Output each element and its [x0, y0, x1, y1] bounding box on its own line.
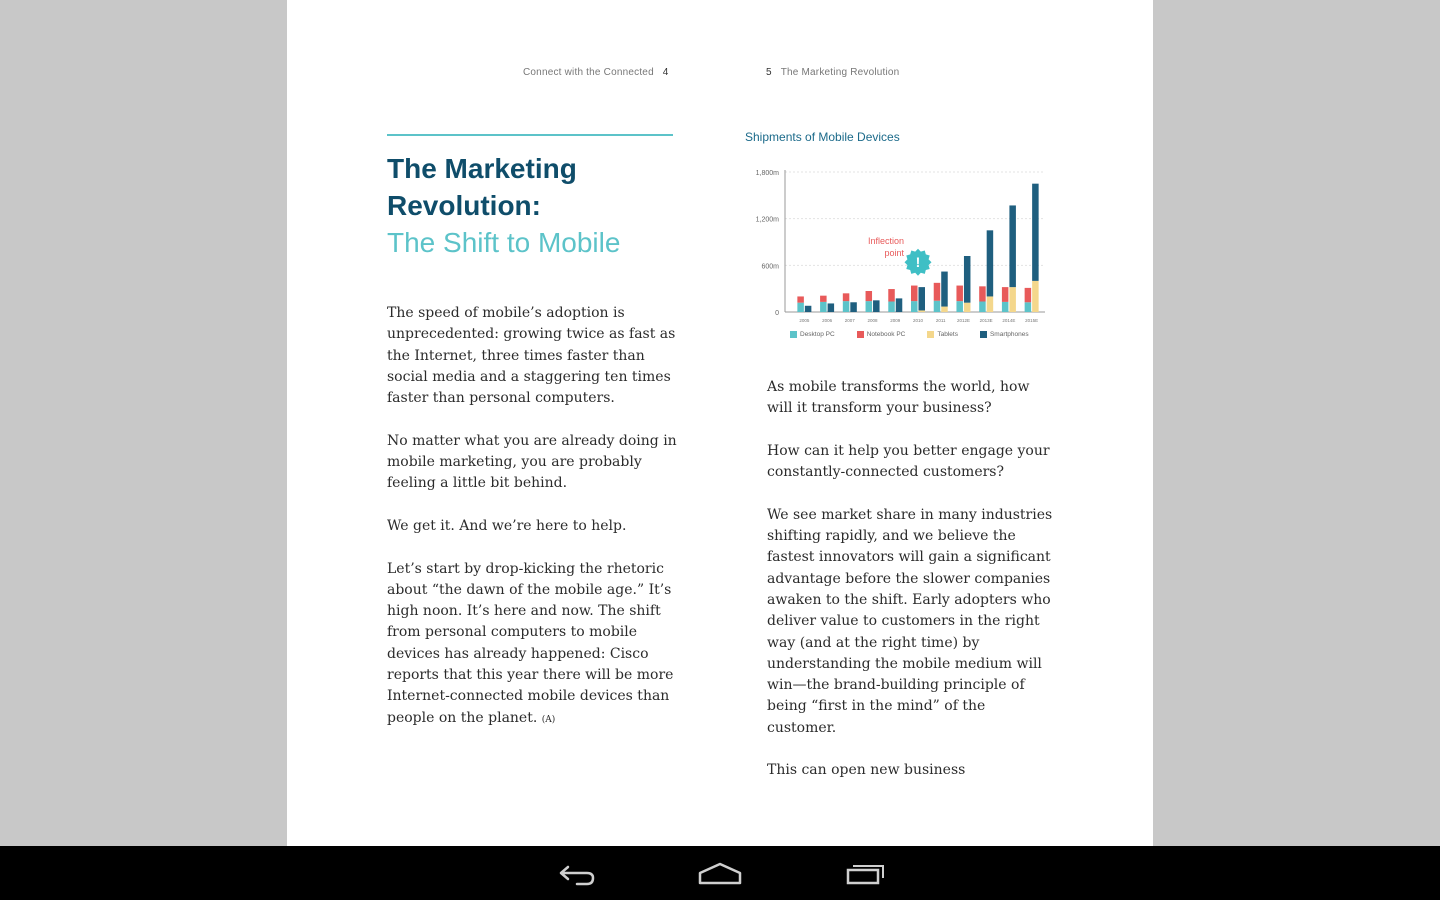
system-navigation-bar [0, 846, 1440, 900]
back-button[interactable] [551, 856, 601, 890]
bar-smartphones [919, 287, 926, 310]
bar-notebook-pc [911, 286, 918, 302]
legend-label: Notebook PC [866, 331, 906, 338]
back-arrow-icon [551, 856, 601, 890]
page-number-right: 5 [766, 67, 772, 78]
paragraph: How can it help you better engage your constantly-connected customers? [767, 442, 1050, 481]
home-button[interactable] [695, 856, 745, 890]
bar-desktop-pc [888, 302, 895, 313]
legend-swatch [927, 331, 934, 338]
chart-title: Shipments of Mobile Devices [745, 130, 900, 144]
paragraph-with-footnote [387, 559, 677, 731]
legend-item [857, 331, 906, 338]
paragraph: The speed of mobile’s adoption is unprecedented: growing twice as fast as the Internet, three times faster than social media and a staggering ten times faster than personal computers. [387, 305, 676, 407]
headline-subtitle: The Shift to Mobile [387, 227, 621, 258]
bar-notebook-pc [888, 289, 895, 301]
bar-desktop-pc [797, 303, 804, 312]
legend-swatch [980, 331, 987, 338]
running-header-left [523, 67, 669, 78]
x-tick-label: 2009 [890, 318, 901, 323]
headline-rule [387, 134, 673, 136]
bar-tablets [919, 310, 926, 312]
paragraph: We see market share in many industries shifting rapidly, and we believe the fastest innovators will gain a significant advantage before the slower companies awaken to the shift. Early adopters who deliver value to customers in the right way (and at the right time) by understanding the mobile medium will win—the brand-building principle of being “first in the mind” of the customer. [767, 506, 1053, 736]
running-header-left-title: Connect with the Connected [523, 67, 654, 78]
x-tick-label: 2013E [979, 318, 993, 323]
bar-smartphones [873, 300, 880, 312]
bar-smartphones [828, 303, 835, 312]
page-number-left: 4 [662, 67, 669, 78]
recent-apps-button[interactable] [840, 856, 890, 890]
x-tick-label: 2006 [822, 318, 833, 323]
x-tick-label: 2008 [867, 318, 878, 323]
bar-notebook-pc [797, 296, 804, 302]
home-icon [695, 856, 745, 890]
annotation-text: Inflection [867, 236, 904, 247]
running-header-right-title: The Marketing Revolution [780, 67, 900, 78]
bar-desktop-pc [911, 301, 918, 312]
bar-notebook-pc [820, 296, 827, 302]
recent-apps-icon [840, 856, 890, 890]
x-tick-label: 2010 [912, 318, 924, 323]
legend-swatch [790, 331, 797, 338]
legend-label: Desktop PC [800, 331, 835, 338]
legend-swatch [857, 331, 864, 338]
bar-smartphones [941, 272, 948, 307]
bar-tablets [1009, 287, 1016, 312]
y-tick-label: 1,800m [755, 170, 779, 177]
inflection-mark: ! [915, 254, 921, 271]
shipments-chart [745, 158, 1055, 348]
bar-tablets [987, 296, 994, 312]
chart-legend [790, 331, 1029, 338]
legend-item [980, 331, 1029, 338]
bar-notebook-pc [934, 283, 941, 301]
legend-item [790, 331, 835, 338]
headline-line-1: The Marketing [387, 153, 577, 184]
running-header-right [766, 67, 899, 78]
right-body-column [767, 377, 1057, 803]
left-body-column [387, 303, 677, 752]
ebook-page-spread [287, 0, 1153, 846]
x-tick-label: 2012E [956, 318, 970, 323]
bar-desktop-pc [1002, 302, 1009, 312]
y-tick-label: 0 [775, 310, 779, 317]
paragraph: We get it. And we’re here to help. [387, 517, 627, 534]
x-tick-label: 2015E [1025, 318, 1039, 323]
bar-desktop-pc [979, 302, 986, 313]
headline-line-2: Revolution: [387, 190, 541, 221]
paragraph: No matter what you are already doing in mobile marketing, you are probably feeling a little bit behind. [387, 432, 677, 492]
legend-label: Smartphones [989, 331, 1029, 338]
x-tick-label: 2005 [799, 318, 810, 323]
bar-desktop-pc [1025, 302, 1032, 312]
footnote-reference[interactable]: (A) [541, 714, 556, 725]
y-tick-label: 600m [761, 263, 779, 271]
annotation-text: point [884, 248, 904, 259]
bar-smartphones [964, 256, 971, 303]
x-tick-label: 2007 [844, 318, 855, 323]
bar-tablets [964, 303, 971, 312]
bar-desktop-pc [934, 301, 941, 312]
bar-smartphones [805, 306, 812, 312]
bar-desktop-pc [866, 301, 873, 312]
bar-tablets [1032, 281, 1039, 312]
legend-item [927, 331, 958, 338]
bar-smartphones [896, 298, 903, 312]
bar-smartphones [850, 302, 857, 312]
x-tick-label: 2014E [1002, 318, 1016, 323]
chart-canvas [745, 158, 1055, 328]
bar-smartphones [1009, 205, 1016, 287]
bar-tablets [941, 307, 948, 312]
bar-desktop-pc [820, 302, 827, 312]
bar-desktop-pc [843, 301, 850, 312]
paragraph: As mobile transforms the world, how will it transform your business? [767, 379, 1030, 417]
paragraph: This can open new business [767, 762, 966, 779]
bar-notebook-pc [956, 286, 963, 302]
bar-desktop-pc [956, 301, 963, 312]
bar-smartphones [987, 230, 994, 296]
x-tick-label: 2011 [935, 318, 946, 323]
bar-notebook-pc [1002, 287, 1009, 302]
bar-notebook-pc [1025, 288, 1032, 302]
bar-smartphones [1032, 184, 1039, 281]
y-tick-label: 1,200m [755, 216, 779, 224]
bar-notebook-pc [843, 293, 850, 301]
bar-notebook-pc [866, 291, 873, 301]
legend-label: Tablets [937, 331, 958, 338]
paragraph-text: Let’s start by drop-kicking the rhetoric about “the dawn of the mobile age.” It’s high noon. It’s here and now. The shift from personal computers to mobile devices has already happened: Cisco reports that this year there will be more Internet-connected mobile devices than people on the planet. [387, 560, 674, 726]
bar-notebook-pc [979, 286, 986, 301]
chapter-headline [387, 150, 687, 261]
